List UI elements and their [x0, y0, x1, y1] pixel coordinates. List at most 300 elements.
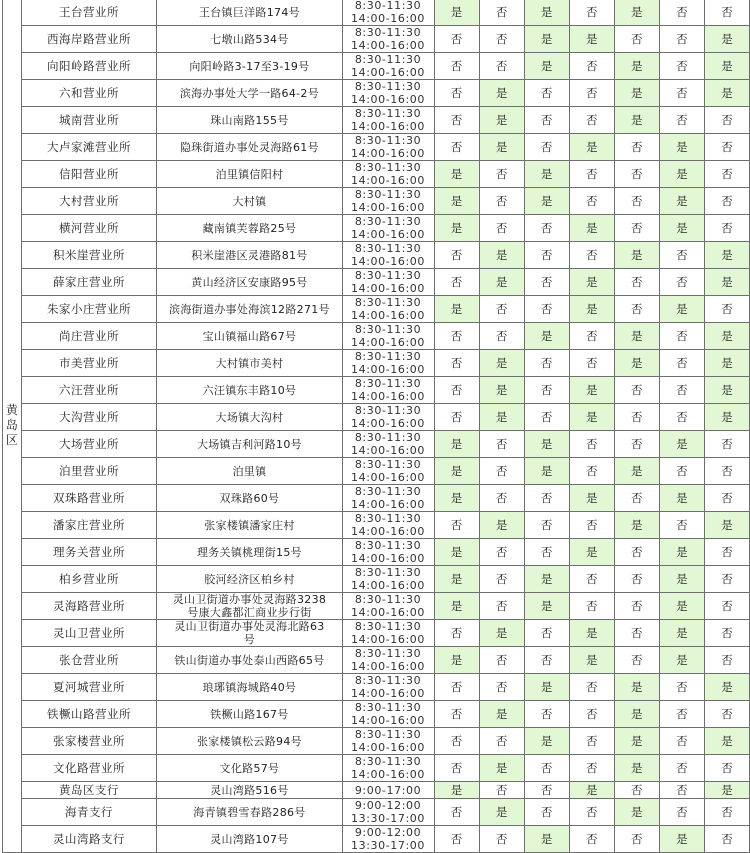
open-status-cell: 否 [704, 799, 749, 826]
table-row [3, 782, 750, 799]
business-hours-cell [342, 269, 434, 296]
open-status-cell: 否 [479, 647, 524, 674]
branch-name-cell: 泊里营业所 [21, 458, 157, 485]
branch-name-cell: 大沟营业所 [21, 404, 157, 431]
business-hours-cell [342, 755, 434, 782]
open-status-cell: 否 [524, 799, 569, 826]
open-status-cell: 是 [434, 161, 479, 188]
business-hours-cell [342, 53, 434, 80]
branch-name-cell: 朱家小庄营业所 [21, 296, 157, 323]
hours-line: 14:00-16:00 [351, 444, 426, 457]
open-status-cell: 否 [704, 215, 749, 242]
open-status-cell: 否 [434, 826, 479, 853]
branch-address-cell: 珠山南路155号 [157, 107, 342, 134]
branch-address-cell: 铁橛山路167号 [157, 701, 342, 728]
table-row [3, 431, 750, 458]
open-status-cell: 否 [659, 269, 704, 296]
open-status-cell: 否 [704, 755, 749, 782]
hours-line: 8:30-11:30 [354, 161, 422, 174]
open-status-cell: 否 [614, 620, 659, 647]
open-status-cell: 是 [479, 620, 524, 647]
open-status-cell: 否 [524, 755, 569, 782]
business-hours-cell [342, 799, 434, 826]
open-status-cell: 是 [569, 539, 614, 566]
open-status-cell: 是 [659, 826, 704, 853]
hours-line: 8:30-11:30 [354, 269, 422, 282]
business-hours-cell [342, 458, 434, 485]
open-status-cell: 是 [659, 296, 704, 323]
open-status-cell: 否 [479, 431, 524, 458]
open-status-cell: 否 [434, 620, 479, 647]
open-status-cell: 是 [434, 431, 479, 458]
open-status-cell: 否 [569, 53, 614, 80]
open-status-cell: 是 [704, 242, 749, 269]
open-status-cell: 是 [614, 242, 659, 269]
open-status-cell: 否 [524, 242, 569, 269]
open-status-cell: 否 [704, 647, 749, 674]
hours-line: 8:30-11:30 [354, 215, 422, 228]
hours-line: 14:00-16:00 [351, 390, 426, 403]
hours-line: 14:00-16:00 [351, 768, 426, 781]
open-status-cell: 是 [524, 728, 569, 755]
hours-line: 8:30-11:30 [354, 377, 422, 390]
hours-line: 14:00-16:00 [351, 66, 426, 79]
business-hours-cell [342, 377, 434, 404]
open-status-cell: 否 [614, 404, 659, 431]
open-status-cell: 否 [704, 826, 749, 853]
business-hours-cell [342, 512, 434, 539]
district-label: 黄岛区 [5, 403, 18, 447]
open-status-cell: 是 [524, 458, 569, 485]
open-status-cell: 是 [434, 215, 479, 242]
hours-line: 8:30-11:30 [354, 539, 422, 552]
open-status-cell: 否 [614, 782, 659, 799]
open-status-cell: 否 [479, 485, 524, 512]
branch-name-cell: 城南营业所 [21, 107, 157, 134]
open-status-cell: 是 [524, 53, 569, 80]
open-status-cell: 是 [614, 755, 659, 782]
table-row [3, 826, 750, 853]
open-status-cell: 否 [704, 593, 749, 620]
open-status-cell: 是 [569, 377, 614, 404]
branch-name-cell: 尚庄营业所 [21, 323, 157, 350]
hours-line: 14:00-16:00 [351, 39, 426, 52]
branch-address-cell: 大村镇 [157, 188, 342, 215]
business-hours-cell [342, 431, 434, 458]
open-status-cell: 否 [569, 755, 614, 782]
open-status-cell: 否 [614, 431, 659, 458]
open-status-cell: 是 [659, 566, 704, 593]
branch-address-cell: 海青镇碧雪春路286号 [157, 799, 342, 826]
branch-address-cell: 张家楼镇松云路94号 [157, 728, 342, 755]
hours-line: 14:00-16:00 [351, 120, 426, 133]
hours-line: 8:30-11:30 [354, 674, 422, 687]
hours-line: 8:30-11:30 [354, 80, 422, 93]
open-status-cell: 否 [659, 799, 704, 826]
open-status-cell: 否 [569, 80, 614, 107]
open-status-cell: 是 [704, 674, 749, 701]
open-status-cell: 否 [569, 593, 614, 620]
open-status-cell: 是 [614, 323, 659, 350]
open-status-cell: 否 [524, 269, 569, 296]
open-status-cell: 是 [569, 296, 614, 323]
district-cell [3, 0, 22, 853]
open-status-cell: 否 [659, 755, 704, 782]
business-hours-cell [342, 134, 434, 161]
hours-line: 8:30-11:30 [354, 404, 422, 417]
open-status-cell: 否 [524, 296, 569, 323]
open-status-cell: 否 [524, 701, 569, 728]
address-line: 灵山卫街道办事处灵海路3238 [172, 593, 327, 606]
open-status-cell: 否 [434, 323, 479, 350]
open-status-cell: 否 [614, 647, 659, 674]
hours-line: 8:30-11:30 [354, 458, 422, 471]
hours-line: 8:30-11:30 [354, 323, 422, 336]
open-status-cell: 否 [479, 782, 524, 799]
business-hours-cell [342, 107, 434, 134]
open-status-cell: 否 [569, 188, 614, 215]
branch-address-cell: 泊里镇 [157, 458, 342, 485]
open-status-cell: 否 [479, 728, 524, 755]
hours-line: 14:00-16:00 [351, 579, 426, 592]
open-status-cell: 是 [614, 728, 659, 755]
open-status-cell: 是 [704, 269, 749, 296]
open-status-cell: 否 [479, 0, 524, 26]
open-status-cell: 是 [614, 350, 659, 377]
branch-name-cell: 柏乡营业所 [21, 566, 157, 593]
open-status-cell: 否 [479, 215, 524, 242]
hours-line: 14:00-16:00 [351, 552, 426, 565]
business-hours-cell [342, 701, 434, 728]
open-status-cell: 否 [524, 377, 569, 404]
open-status-cell: 是 [614, 799, 659, 826]
branch-address-cell: 积米崖港区灵港路81号 [157, 242, 342, 269]
open-status-cell: 是 [434, 0, 479, 26]
hours-line: 8:30-11:30 [354, 26, 422, 39]
open-status-cell: 是 [659, 161, 704, 188]
open-status-cell: 是 [704, 350, 749, 377]
branch-address-cell: 藏南镇芙蓉路25号 [157, 215, 342, 242]
open-status-cell: 是 [704, 377, 749, 404]
open-status-cell: 是 [479, 701, 524, 728]
open-status-cell: 是 [524, 188, 569, 215]
table-row [3, 296, 750, 323]
open-status-cell: 否 [659, 53, 704, 80]
open-status-cell: 否 [434, 53, 479, 80]
table-row [3, 701, 750, 728]
table-row [3, 269, 750, 296]
branch-name-cell: 西海岸路营业所 [21, 26, 157, 53]
open-status-cell: 否 [434, 26, 479, 53]
open-status-cell: 否 [569, 512, 614, 539]
open-status-cell: 否 [434, 404, 479, 431]
open-status-cell: 否 [569, 350, 614, 377]
hours-line: 14:00-16:00 [351, 363, 426, 376]
branch-name-cell: 信阳营业所 [21, 161, 157, 188]
open-status-cell: 否 [434, 269, 479, 296]
open-status-cell: 是 [434, 593, 479, 620]
business-hours-cell [342, 647, 434, 674]
hours-line: 14:00-16:00 [351, 228, 426, 241]
hours-line: 8:30-11:30 [354, 620, 422, 633]
hours-line: 14:00-16:00 [351, 12, 426, 25]
hours-line: 8:30-11:30 [354, 134, 422, 147]
branch-address-cell: 黄山经济区安康路95号 [157, 269, 342, 296]
branch-name-cell: 大卢家滩营业所 [21, 134, 157, 161]
open-status-cell: 否 [614, 566, 659, 593]
hours-line: 14:00-16:00 [351, 687, 426, 700]
open-status-cell: 是 [704, 728, 749, 755]
hours-line: 14:00-16:00 [351, 471, 426, 484]
open-status-cell: 否 [569, 674, 614, 701]
open-status-cell: 是 [524, 0, 569, 26]
open-status-cell: 否 [479, 826, 524, 853]
open-status-cell: 否 [569, 323, 614, 350]
branch-address-cell: 六汪镇东丰路10号 [157, 377, 342, 404]
hours-line: 14:00-16:00 [351, 174, 426, 187]
hours-line: 8:30-11:30 [354, 350, 422, 363]
open-status-cell: 否 [704, 161, 749, 188]
open-status-cell: 否 [569, 458, 614, 485]
open-status-cell: 是 [479, 242, 524, 269]
business-hours-cell [342, 539, 434, 566]
hours-line: 8:30-11:30 [354, 296, 422, 309]
business-hours-cell [342, 80, 434, 107]
open-status-cell: 否 [569, 799, 614, 826]
hours-line: 8:30-11:30 [354, 53, 422, 66]
open-status-cell: 是 [434, 566, 479, 593]
open-status-cell: 否 [614, 826, 659, 853]
business-hours-cell [342, 782, 434, 799]
business-hours-cell [342, 215, 434, 242]
branch-address-cell [157, 593, 342, 620]
hours-line: 8:30-11:30 [354, 242, 422, 255]
open-status-cell: 是 [659, 647, 704, 674]
open-status-cell: 是 [434, 539, 479, 566]
branch-name-cell: 理务关营业所 [21, 539, 157, 566]
open-status-cell: 否 [704, 431, 749, 458]
table-row [3, 107, 750, 134]
business-hours-cell [342, 323, 434, 350]
open-status-cell: 否 [524, 215, 569, 242]
table-row [3, 134, 750, 161]
table-row [3, 53, 750, 80]
open-status-cell: 是 [659, 215, 704, 242]
open-status-cell: 否 [524, 620, 569, 647]
open-status-cell: 否 [614, 188, 659, 215]
open-status-cell: 否 [479, 539, 524, 566]
open-status-cell: 否 [479, 188, 524, 215]
open-status-cell: 否 [569, 728, 614, 755]
branch-address-cell: 大村镇市美村 [157, 350, 342, 377]
branch-name-cell: 市美营业所 [21, 350, 157, 377]
open-status-cell: 是 [524, 161, 569, 188]
hours-line: 8:30-11:30 [354, 593, 422, 606]
open-status-cell: 是 [614, 701, 659, 728]
hours-line: 14:00-16:00 [351, 309, 426, 322]
open-status-cell: 否 [569, 242, 614, 269]
branch-name-cell: 王台营业所 [21, 0, 157, 26]
hours-line: 14:00-16:00 [351, 336, 426, 349]
open-status-cell: 否 [704, 485, 749, 512]
branch-name-cell: 灵山卫营业所 [21, 620, 157, 647]
open-status-cell: 否 [479, 323, 524, 350]
hours-line: 14:00-16:00 [351, 660, 426, 673]
hours-line: 14:00-16:00 [351, 606, 426, 619]
open-status-cell: 是 [614, 53, 659, 80]
table-row [3, 539, 750, 566]
table-row [3, 80, 750, 107]
branch-address-cell: 文化路57号 [157, 755, 342, 782]
open-status-cell: 否 [524, 134, 569, 161]
business-hours-cell [342, 188, 434, 215]
open-status-cell: 否 [569, 566, 614, 593]
hours-line: 8:30-11:30 [354, 647, 422, 660]
business-hours-cell [342, 161, 434, 188]
branch-name-cell: 文化路营业所 [21, 755, 157, 782]
open-status-cell: 是 [704, 323, 749, 350]
open-status-cell: 是 [569, 404, 614, 431]
open-status-cell: 是 [569, 26, 614, 53]
open-status-cell: 否 [524, 485, 569, 512]
branch-address-cell: 双珠路60号 [157, 485, 342, 512]
branch-address-cell: 琅琊镇海城路40号 [157, 674, 342, 701]
open-status-cell: 是 [569, 215, 614, 242]
address-line: 号康大鑫都汇商业步行街 [187, 606, 312, 619]
hours-line: 14:00-16:00 [351, 525, 426, 538]
branch-address-cell: 宝山镇福山路67号 [157, 323, 342, 350]
open-status-cell: 是 [569, 620, 614, 647]
open-status-cell: 是 [524, 26, 569, 53]
open-status-cell: 否 [479, 566, 524, 593]
open-status-cell: 否 [704, 701, 749, 728]
open-status-cell: 否 [479, 26, 524, 53]
open-status-cell: 是 [479, 134, 524, 161]
open-status-cell: 是 [479, 755, 524, 782]
branch-name-cell: 海青支行 [21, 799, 157, 826]
open-status-cell: 是 [479, 512, 524, 539]
table-row [3, 161, 750, 188]
open-status-cell: 否 [704, 620, 749, 647]
open-status-cell: 否 [614, 215, 659, 242]
open-status-cell: 是 [479, 377, 524, 404]
business-hours-cell [342, 728, 434, 755]
branch-name-cell: 薛家庄营业所 [21, 269, 157, 296]
hours-line: 8:30-11:30 [354, 0, 422, 12]
hours-line: 14:00-16:00 [351, 741, 426, 754]
open-status-cell: 否 [659, 80, 704, 107]
branch-address-cell: 灵山湾路107号 [157, 826, 342, 853]
open-status-cell: 否 [704, 296, 749, 323]
table-row [3, 458, 750, 485]
open-status-cell: 否 [704, 458, 749, 485]
open-status-cell: 否 [434, 377, 479, 404]
hours-line: 13:30-17:00 [351, 812, 426, 825]
hours-line: 14:00-16:00 [351, 498, 426, 511]
open-status-cell: 否 [569, 0, 614, 26]
open-status-cell: 否 [659, 674, 704, 701]
table-row [3, 0, 750, 26]
branch-address-cell: 向阳岭路3-17至3-19号 [157, 53, 342, 80]
branch-address-cell: 大场镇大沟村 [157, 404, 342, 431]
branch-name-cell: 六和营业所 [21, 80, 157, 107]
open-status-cell: 是 [659, 539, 704, 566]
branch-name-cell: 灵山湾路支行 [21, 826, 157, 853]
branch-name-cell: 张家楼营业所 [21, 728, 157, 755]
open-status-cell: 否 [614, 377, 659, 404]
table-row [3, 26, 750, 53]
open-status-cell: 是 [704, 512, 749, 539]
open-status-cell: 否 [434, 107, 479, 134]
open-status-cell: 否 [524, 782, 569, 799]
open-status-cell: 是 [434, 485, 479, 512]
open-status-cell: 是 [434, 458, 479, 485]
business-hours-cell [342, 242, 434, 269]
table-row [3, 755, 750, 782]
business-hours-cell [342, 674, 434, 701]
open-status-cell: 否 [704, 539, 749, 566]
open-status-cell: 是 [524, 826, 569, 853]
open-status-cell: 否 [434, 242, 479, 269]
table-row [3, 215, 750, 242]
open-status-cell: 否 [659, 26, 704, 53]
open-status-cell: 否 [614, 296, 659, 323]
business-hours-cell [342, 26, 434, 53]
open-status-cell: 否 [614, 26, 659, 53]
open-status-cell: 是 [614, 80, 659, 107]
branch-name-cell: 潘家庄营业所 [21, 512, 157, 539]
open-status-cell: 是 [659, 188, 704, 215]
open-status-cell: 否 [524, 404, 569, 431]
open-status-cell: 否 [659, 701, 704, 728]
open-status-cell: 是 [569, 485, 614, 512]
open-status-cell: 是 [659, 485, 704, 512]
branch-schedule-table [2, 0, 750, 853]
open-status-cell: 是 [704, 26, 749, 53]
open-status-cell: 是 [569, 782, 614, 799]
open-status-cell: 否 [434, 512, 479, 539]
branch-name-cell: 黄岛区支行 [21, 782, 157, 799]
open-status-cell: 否 [704, 134, 749, 161]
business-hours-cell [342, 350, 434, 377]
open-status-cell: 否 [434, 674, 479, 701]
open-status-cell: 是 [479, 80, 524, 107]
branch-address-cell: 七墩山路534号 [157, 26, 342, 53]
open-status-cell: 否 [524, 107, 569, 134]
hours-line: 14:00-16:00 [351, 147, 426, 160]
branch-address-cell: 滨海办事处大学一路64-2号 [157, 80, 342, 107]
hours-line: 14:00-16:00 [351, 417, 426, 430]
branch-address-cell: 张家楼镇潘家庄村 [157, 512, 342, 539]
hours-line: 14:00-16:00 [351, 282, 426, 295]
hours-line: 8:30-11:30 [354, 728, 422, 741]
open-status-cell: 是 [659, 620, 704, 647]
branch-address-cell [157, 620, 342, 647]
branch-name-cell: 双珠路营业所 [21, 485, 157, 512]
branch-address-cell: 铁山街道办事处泰山西路65号 [157, 647, 342, 674]
business-hours-cell [342, 620, 434, 647]
open-status-cell: 否 [434, 728, 479, 755]
branch-name-cell: 六汪营业所 [21, 377, 157, 404]
open-status-cell: 是 [659, 593, 704, 620]
hours-line: 8:30-11:30 [354, 431, 422, 444]
table-row [3, 242, 750, 269]
branch-name-cell: 铁橛山路营业所 [21, 701, 157, 728]
open-status-cell: 否 [479, 593, 524, 620]
open-status-cell: 否 [659, 323, 704, 350]
open-status-cell: 否 [524, 350, 569, 377]
open-status-cell: 否 [659, 377, 704, 404]
